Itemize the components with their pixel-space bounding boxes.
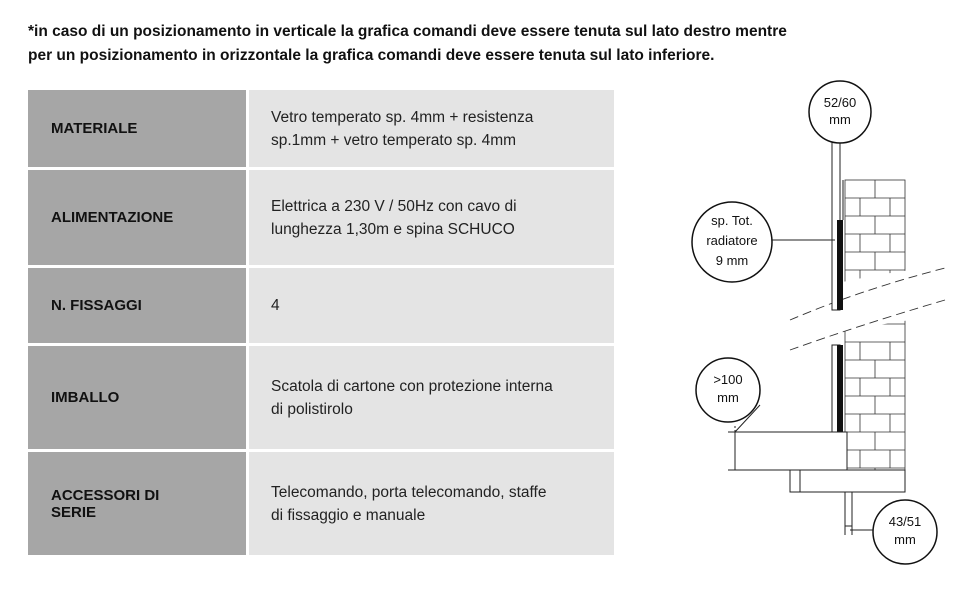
thickness-callout-line-3: 9 mm <box>715 253 749 268</box>
top-callout-line-1: 52/60 <box>823 95 857 110</box>
thickness-callout-line-1: sp. Tot. <box>711 213 753 228</box>
table-row <box>28 346 614 449</box>
specs-table <box>28 87 614 558</box>
installation-note <box>28 20 928 68</box>
floor-callout-line-2: mm <box>717 390 739 405</box>
spec-value-imballo: Scatola di cartone con protezione interna di polistirolo <box>249 346 614 449</box>
thickness-callout-line-2: radiatore <box>706 233 758 248</box>
spec-label-fissaggi: N. FISSAGGI <box>28 268 249 343</box>
spec-value-alimentazione: Elettrica a 230 V / 50Hz con cavo di lunghezza 1,30m e spina SCHUCO <box>249 170 614 265</box>
thickness-callout <box>692 202 772 282</box>
bottom-callout-line-2: mm <box>894 532 916 547</box>
table-row <box>28 170 614 265</box>
spec-label-accessori: ACCESSORI DI SERIE <box>28 452 249 555</box>
bottom-callout <box>873 500 937 564</box>
spec-value-accessori: Telecomando, porta telecomando, staffe di fissaggio e manuale <box>249 452 614 555</box>
bottom-callout-line-1: 43/51 <box>888 514 922 529</box>
spec-label-materiale: MATERIALE <box>28 90 249 167</box>
table-row <box>28 268 614 343</box>
spec-label-alimentazione: ALIMENTAZIONE <box>28 170 249 265</box>
spec-value-materiale: Vetro temperato sp. 4mm + resistenza sp.1mm + vetro temperato sp. 4mm <box>249 90 614 167</box>
installation-diagram <box>640 80 961 570</box>
floor-callout-line-1: >100 <box>713 372 743 387</box>
top-callout <box>809 81 871 143</box>
radiator-panel <box>832 100 843 435</box>
top-callout-line-2: mm <box>829 112 851 127</box>
brick-wall <box>845 180 905 490</box>
spec-value-fissaggi: 4 <box>249 268 614 343</box>
spec-label-imballo: IMBALLO <box>28 346 249 449</box>
note-line-1: *in caso di un posizionamento in verticale la grafica comandi deve essere tenuta sul lato destro mentre <box>28 23 787 40</box>
table-row <box>28 452 614 555</box>
note-line-2: per un posizionamento in orizzontale la grafica comandi deve essere tenuta sul lato inferiore. <box>28 47 715 64</box>
floor-callout <box>696 358 760 422</box>
table-row <box>28 90 614 167</box>
